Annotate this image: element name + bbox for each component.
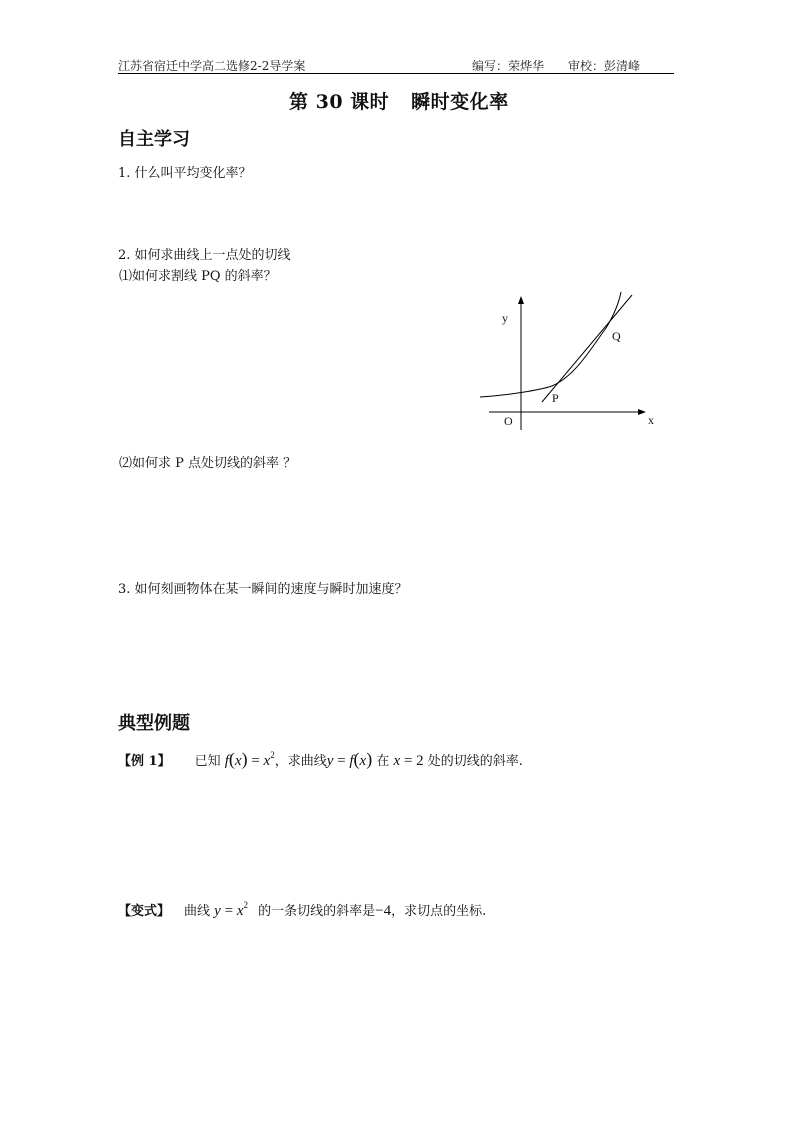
variation-tag: 【变式】 (118, 904, 171, 919)
formula-f-equals-x-squared: $f(x) = x^2$ (224, 749, 275, 769)
question-2-part-2: ⑵如何求 P 点处切线的斜率 ？ (119, 456, 297, 471)
question-2-part-1: ⑴如何求割线 PQ 的斜率？ (119, 269, 277, 284)
curve (480, 292, 621, 397)
formula-x-equals-2: x = 2 (393, 753, 424, 769)
example-1-text-b: ，求曲线 (274, 754, 327, 769)
graph-label-q: Q (612, 329, 621, 343)
secant-line (542, 295, 632, 402)
x-axis-arrow (638, 409, 646, 415)
variation (118, 900, 486, 920)
header-editor: 编写：荣烨华 (472, 59, 545, 73)
variation-text-a: 曲线 (184, 904, 211, 919)
question-3: 3. 如何刻画物体在某一瞬间的速度与瞬时加速度？ (118, 582, 408, 597)
graph-label-origin: O (504, 414, 513, 428)
header-school: 江苏省宿迁中学高二选修2-2导学案 (118, 59, 306, 73)
y-axis-arrow (518, 296, 524, 304)
variation-text-b: 的一条切线的斜率是 (258, 904, 376, 919)
example-1-text-c: 在 (376, 754, 390, 769)
graph-label-p: P (552, 391, 559, 405)
example-1-text-a: 已知 (194, 754, 221, 769)
formula-y-equals-f-x: y = f(x) (326, 749, 373, 769)
section-examples: 典型例题 (118, 713, 190, 734)
page-title (289, 87, 509, 114)
formula-y-equals-x-squared: $y = x^2$ (214, 900, 248, 919)
example-1 (118, 750, 523, 770)
variation-slope: −4 (375, 903, 392, 919)
lesson-topic: 瞬时变化率 (411, 91, 509, 113)
question-2: 2. 如何求曲线上一点处的切线 (118, 248, 291, 263)
variation-text-c: ，求切点的坐标. (391, 904, 487, 919)
question-1: 1. 什么叫平均变化率？ (118, 166, 252, 181)
header-reviewer: 审校：彭清峰 (568, 59, 641, 73)
lesson-number: 第 30 课时 (289, 91, 390, 113)
example-1-text-d: 处的切线的斜率. (427, 754, 523, 769)
graph-label-x: x (648, 413, 654, 427)
graph-label-y: y (502, 311, 508, 325)
section-self-study: 自主学习 (118, 129, 190, 150)
header-divider (118, 73, 674, 74)
example-1-tag: 【例 1】 (118, 754, 171, 769)
secant-tangent-graph (480, 290, 670, 435)
